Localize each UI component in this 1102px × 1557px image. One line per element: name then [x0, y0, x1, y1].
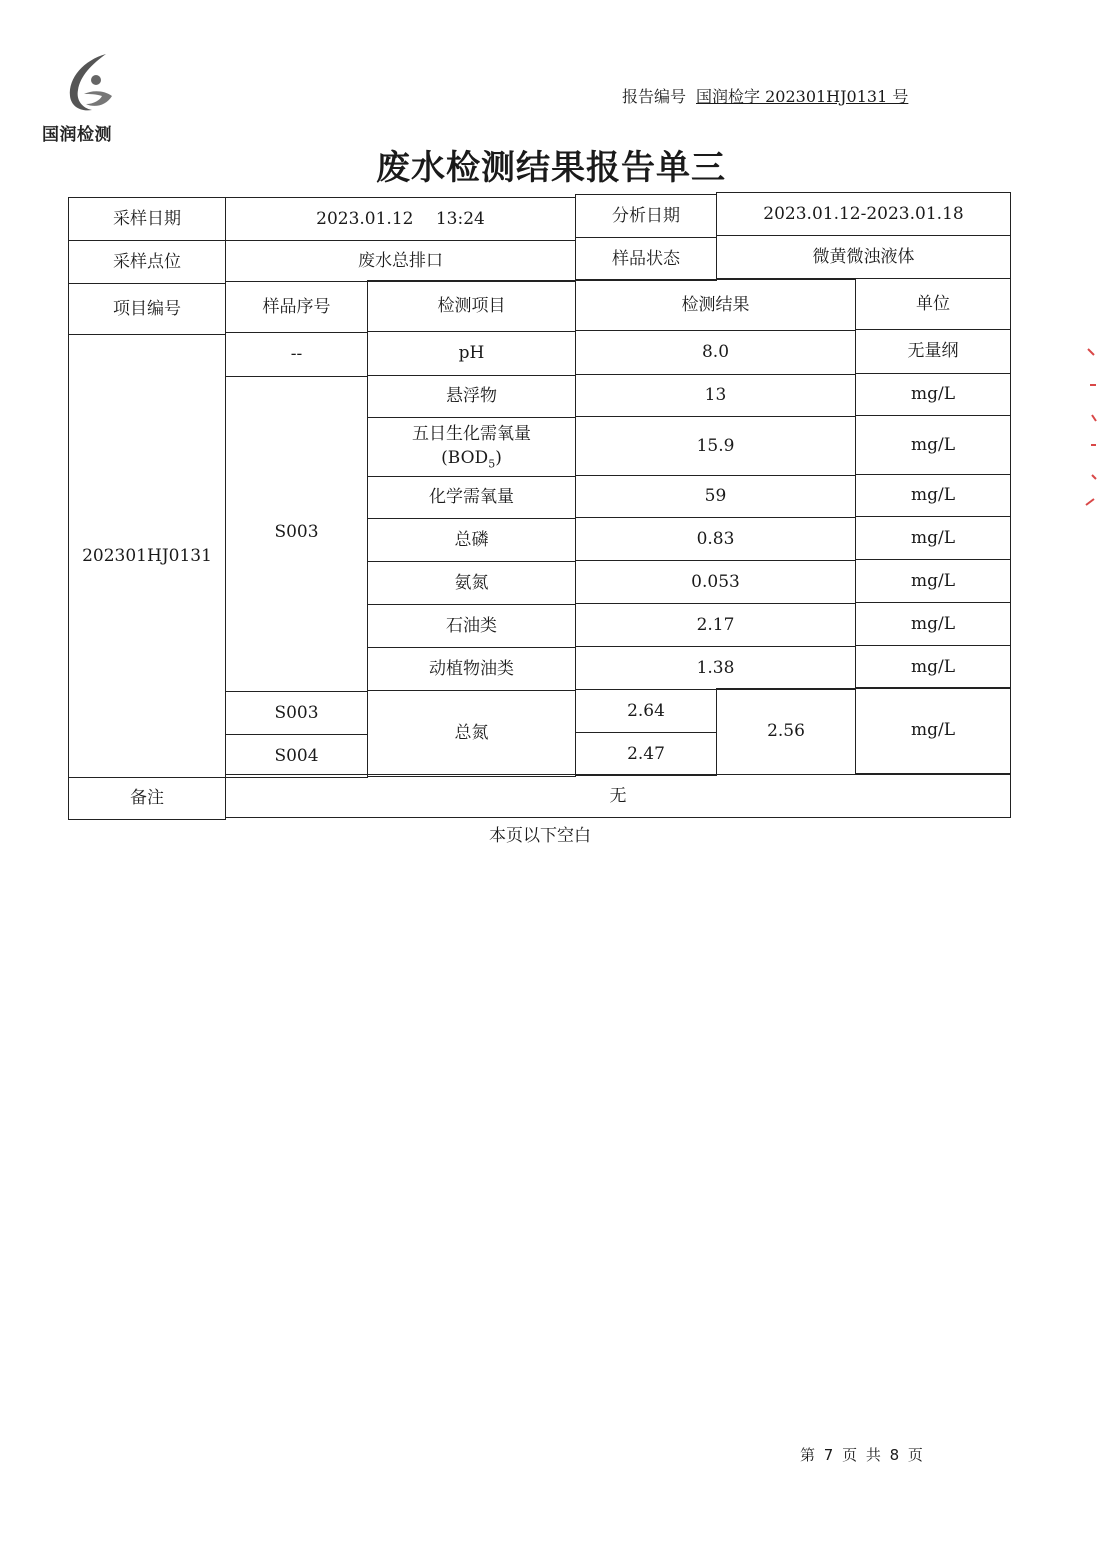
report-number-label: 报告编号 — [622, 87, 687, 106]
result-cell: 2.17 — [575, 603, 856, 647]
sampling-point-label: 采样点位 — [68, 240, 226, 284]
item-cell: 石油类 — [367, 604, 576, 648]
report-number-value: 国润检字 202301HJ0131 号 — [696, 87, 909, 106]
analysis-date-value: 2023.01.12-2023.01.18 — [716, 192, 1011, 236]
item-cell: 悬浮物 — [367, 375, 576, 418]
unit-cell: mg/L — [855, 602, 1011, 646]
logo-mark-icon — [54, 50, 124, 116]
item-cell: 化学需氧量 — [367, 476, 576, 519]
unit-cell: mg/L — [855, 559, 1011, 603]
item-subscript: 5 — [488, 457, 496, 471]
col-header-unit: 单位 — [855, 278, 1011, 330]
unit-cell: mg/L — [855, 373, 1011, 416]
sample-state-value: 微黄微浊液体 — [716, 235, 1011, 279]
result-cell: 2.64 — [575, 689, 717, 733]
logo-text: 国润检测 — [42, 125, 112, 145]
col-header-sample-no: 样品序号 — [225, 281, 368, 333]
sampling-date-value: 2023.01.12 13:24 — [225, 197, 576, 241]
average-result-cell: 2.56 — [716, 688, 856, 775]
sample-no-cell: S004 — [225, 734, 368, 778]
result-cell: 1.38 — [575, 646, 856, 690]
item-cell: 动植物油类 — [367, 647, 576, 691]
report-number — [622, 84, 908, 107]
sample-no-cell: S003 — [225, 691, 368, 735]
col-header-item: 检测项目 — [367, 280, 576, 332]
remark-label: 备注 — [68, 777, 226, 820]
result-cell: 0.83 — [575, 517, 856, 561]
sampling-date-label: 采样日期 — [68, 197, 226, 241]
item-cell: pH — [367, 331, 576, 376]
remark-value: 无 — [225, 774, 1011, 818]
item-line2: $(BOD_5)$ — [441, 448, 502, 471]
item-cell: 氨氮 — [367, 561, 576, 605]
unit-cell: mg/L — [855, 474, 1011, 517]
result-cell: 0.053 — [575, 560, 856, 604]
col-header-result: 检测结果 — [575, 279, 856, 331]
page-footer: 第 7 页 共 8 页 — [800, 1446, 925, 1464]
item-cell-total-nitrogen: 总氮 — [367, 690, 576, 777]
analysis-date-label: 分析日期 — [575, 194, 717, 238]
unit-cell: 无量纲 — [855, 329, 1011, 374]
blank-note: 本页以下空白 — [489, 826, 591, 846]
unit-cell: mg/L — [855, 687, 1011, 774]
col-header-project-no: 项目编号 — [68, 283, 226, 335]
sample-no-merged-cell: S003 — [225, 376, 368, 692]
unit-cell: mg/L — [855, 645, 1011, 689]
result-cell: 59 — [575, 475, 856, 518]
sampling-point-value: 废水总排口 — [225, 240, 576, 282]
project-number-cell: 202301HJ0131 — [68, 334, 226, 778]
unit-cell: mg/L — [855, 415, 1011, 475]
sample-no-cell: -- — [225, 332, 368, 377]
item-cell-bod5 — [367, 417, 576, 477]
result-cell: 13 — [575, 374, 856, 417]
item-line1: 五日生化需氧量 — [412, 423, 531, 444]
result-cell: 2.47 — [575, 732, 717, 776]
result-cell: 8.0 — [575, 330, 856, 375]
sample-state-label: 样品状态 — [575, 237, 717, 281]
company-logo — [42, 50, 132, 145]
item-cell: 总磷 — [367, 518, 576, 562]
seal-edge-icon — [1082, 345, 1098, 515]
result-cell: 15.9 — [575, 416, 856, 476]
page-title: 废水检测结果报告单三 — [376, 148, 726, 188]
unit-cell: mg/L — [855, 516, 1011, 560]
